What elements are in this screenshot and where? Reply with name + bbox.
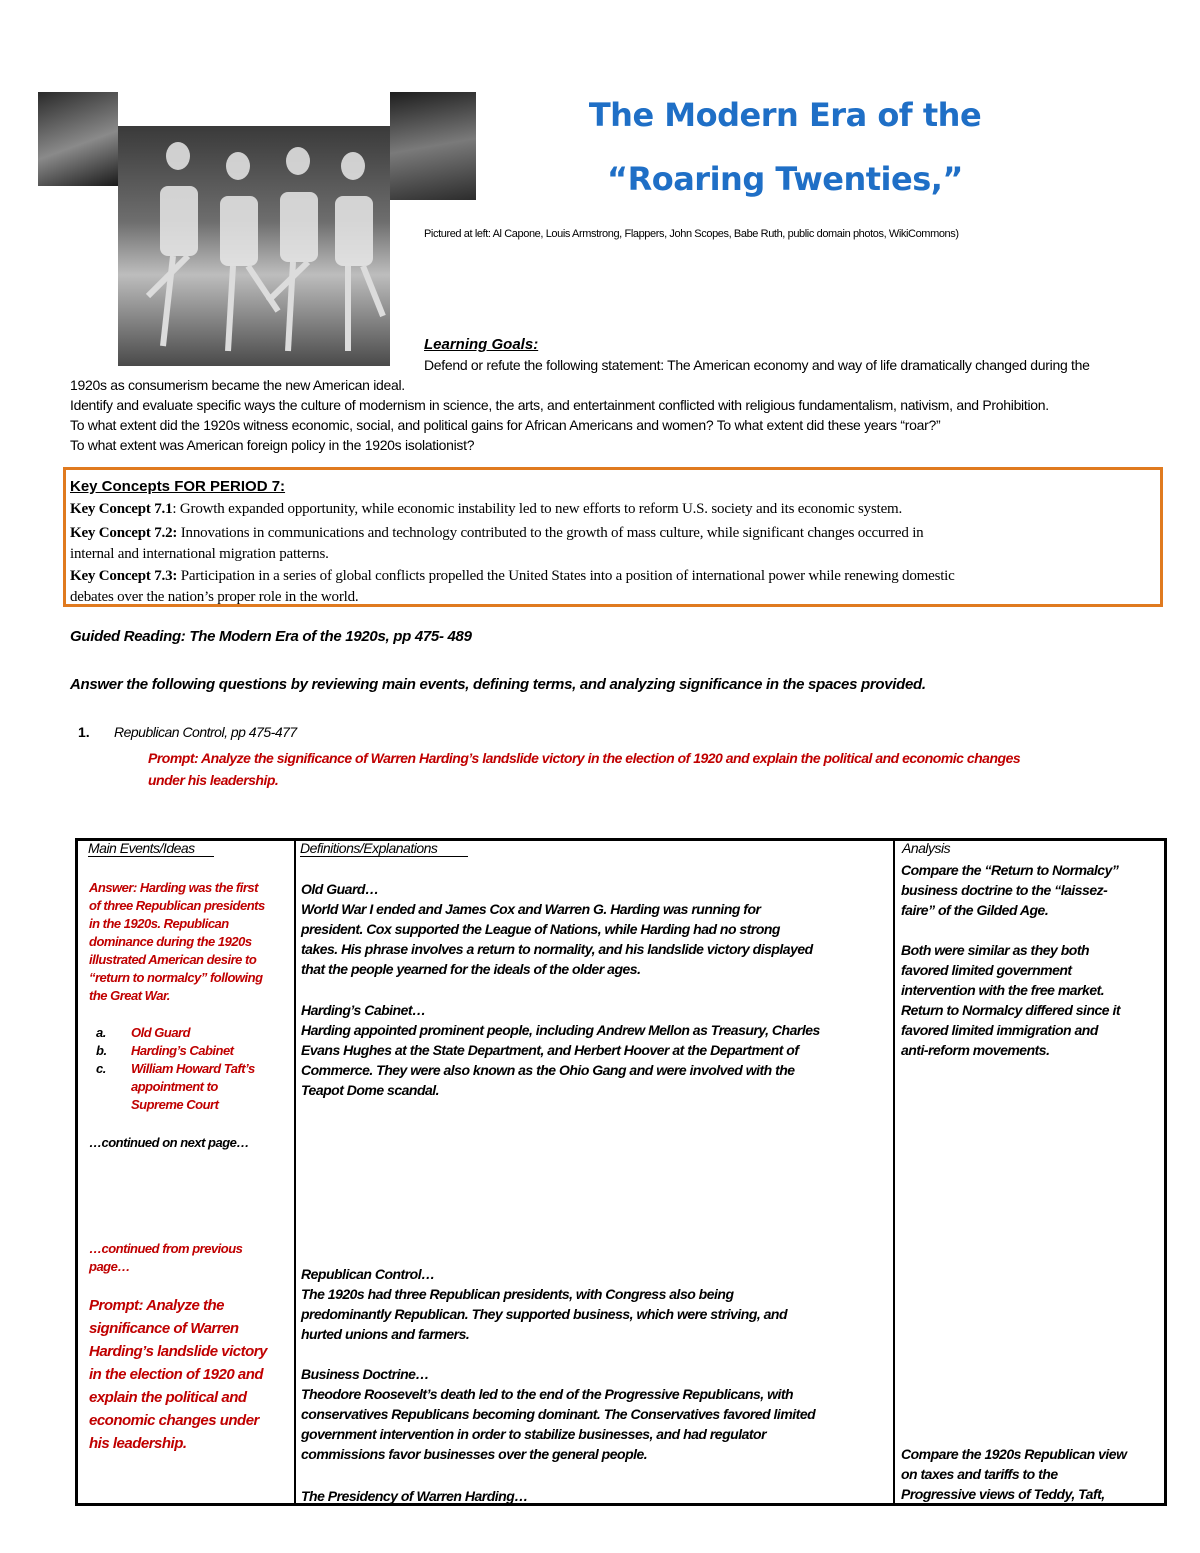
list-marker: b. [96,1043,107,1058]
definition-term: Harding’s Cabinet… [301,1002,426,1018]
definition-hardings-cabinet [301,1000,891,1100]
key-concept-label: Key Concept 7.1 [70,501,173,517]
key-concept-label: Key Concept 7.3: [70,568,178,584]
definition-term: Business Doctrine… [301,1366,429,1382]
analysis-answer-1 [901,940,1163,1060]
capone-photo [38,92,118,186]
prompt-line: in the election of 1920 and [89,1366,264,1383]
continued-next-note: …continued on next page… [89,1135,249,1150]
key-concept-7-3 [70,567,955,586]
learning-goal-3: To what extent did the 1920s witness economic, social, and political gains for African Americans and women? To what extent did these years “roar?” [70,417,941,433]
analysis-line: on taxes and tariffs to the [901,1466,1058,1482]
list-item-text-cont: Supreme Court [131,1097,219,1112]
definition-line: Evans Hughes at the State Department, and Herbert Hoover at the Department of [301,1042,799,1058]
key-concept-7-1 [70,500,902,519]
prompt-line: economic changes under [89,1412,259,1429]
analysis-question-2 [901,1444,1163,1504]
answer-line: Answer: Harding was the first [89,880,258,895]
prompt-line: Harding’s landslide victory [89,1343,267,1360]
learning-goal-1: Defend or refute the following statement: The American economy and way of life dramatically changed during the [424,357,1090,373]
analysis-line: Compare the 1920s Republican view [901,1446,1127,1462]
column-prompt [89,1294,289,1455]
definition-line: The 1920s had three Republican presidents, with Congress also being [301,1286,734,1302]
list-item-text: Old Guard [131,1025,191,1040]
key-concept-7-2 [70,524,923,543]
section-prompt-cont: under his leadership. [148,772,279,788]
analysis-line: intervention with the free market. [901,982,1105,998]
definition-line: Teapot Dome scandal. [301,1082,440,1098]
analysis-line: favored limited government [901,962,1072,978]
list-item-text-cont: appointment to [131,1079,218,1094]
list-item [96,1060,106,1078]
learning-goal-1-cont: 1920s as consumerism became the new American ideal. [70,377,405,393]
analysis-line: faire” of the Gilded Age. [901,902,1049,918]
definition-line: World War I ended and James Cox and Warren G. Harding was running for [301,901,761,917]
definition-line: Harding appointed prominent people, including Andrew Mellon as Treasury, Charles [301,1022,820,1038]
learning-goal-4: To what extent was American foreign policy in the 1920s isolationist? [70,437,475,453]
section-title: Republican Control, pp 475-477 [114,724,297,740]
instructions: Answer the following questions by reviewing main events, defining terms, and analyzing significance in the spaces provided. [70,676,926,693]
analysis-line: Progressive views of Teddy, Taft, [901,1486,1105,1502]
col-header-main-events: Main Events/Ideas [88,840,214,857]
answer-line: “return to normalcy” following [89,970,263,985]
continued-prev-note: …continued from previous [89,1241,243,1256]
list-marker: a. [96,1025,106,1040]
flappers-illustration [118,126,390,366]
continued-prev-note-cont: page… [89,1259,130,1274]
analysis-line: Return to Normalcy differed since it [901,1002,1121,1018]
analysis-line: Compare the “Return to Normalcy” [901,862,1119,878]
photo-caption: Pictured at left: Al Capone, Louis Armstrong, Flappers, John Scopes, Babe Ruth, public domain photos, WikiCommons) [424,228,959,240]
definition-term: Republican Control… [301,1266,435,1282]
prompt-line: Prompt: Analyze the [89,1297,224,1314]
list-item-text: William Howard Taft’s [131,1061,255,1076]
definition-line: conservatives Republicans becoming dominant. The Conservatives favored limited [301,1406,816,1422]
definition-line: government intervention in order to stabilize businesses, and had regulator [301,1426,767,1442]
answer-line: illustrated American desire to [89,952,257,967]
column-divider [893,838,895,1506]
key-concept-text: : Growth expanded opportunity, while economic instability led to new efforts to reform U.S. society and its economic system. [172,501,903,517]
definition-line: predominantly Republican. They supported business, which were striving, and [301,1306,788,1322]
prompt-line: significance of Warren [89,1320,239,1337]
definition-old-guard [301,879,891,979]
col-header-definitions: Definitions/Explanations [300,840,468,857]
list-item [96,1042,107,1060]
page-title-line1: The Modern Era of the [588,96,982,134]
definition-harding-presidency [301,1486,891,1506]
key-concept-text: Participation in a series of global conflicts propelled the United States into a position of international power while renewing domestic [177,568,955,584]
definition-line: Theodore Roosevelt’s death led to the end of the Progressive Republicans, with [301,1386,794,1402]
answer-line: of three Republican presidents [89,898,265,913]
definition-line: takes. His phrase involves a return to normality, and his landslide victory displayed [301,941,813,957]
definition-business-doctrine [301,1364,891,1464]
answer-line: in the 1920s. Republican [89,916,229,931]
col-header-analysis: Analysis [902,840,951,856]
key-concept-7-2-cont: internal and international migration patterns. [70,546,329,562]
list-item-text: Harding’s Cabinet [131,1043,234,1058]
flappers-photo [118,126,390,366]
answer-line: the Great War. [89,988,170,1003]
answer-line: dominance during the 1920s [89,934,252,949]
analysis-line: favored limited immigration and [901,1022,1098,1038]
answer-text [89,879,289,1005]
key-concept-text: Innovations in communications and technology contributed to the growth of mass culture, while significant changes occurred in [177,525,924,541]
section-prompt: Prompt: Analyze the significance of Warren Harding’s landslide victory in the election of 1920 and explain the political and economic changes [148,750,1021,766]
key-concept-label: Key Concept 7.2: [70,525,178,541]
list-item [96,1024,106,1042]
key-concepts-heading: Key Concepts FOR PERIOD 7: [70,478,286,495]
prompt-line: explain the political and [89,1389,247,1406]
definition-line: president. Cox supported the League of Nations, while Harding had no strong [301,921,780,937]
definition-republican-control [301,1264,891,1344]
key-concept-7-3-cont: debates over the nation’s proper role in the world. [70,589,359,605]
learning-goal-2: Identify and evaluate specific ways the culture of modernism in science, the arts, and entertainment conflicted with religious fundamentalism, nativism, and Prohibition. [70,397,1049,413]
list-marker: c. [96,1061,106,1076]
analysis-line: anti-reform movements. [901,1042,1050,1058]
analysis-question-1 [901,860,1163,920]
definition-line: hurted unions and farmers. [301,1326,470,1342]
scopes-photo [390,92,476,200]
learning-goals-heading: Learning Goals: [424,336,539,353]
column-divider [294,838,296,1506]
definition-line: Commerce. They were also known as the Ohio Gang and were involved with the [301,1062,795,1078]
prompt-line: his leadership. [89,1435,187,1452]
definition-line: that the people yearned for the ideals of the older ages. [301,961,641,977]
analysis-line: Both were similar as they both [901,942,1090,958]
definition-term: The Presidency of Warren Harding… [301,1488,528,1504]
page-title-line2: “Roaring Twenties,” [607,160,963,198]
guided-reading-title: Guided Reading: The Modern Era of the 1920s, pp 475- 489 [70,628,472,645]
definition-term: Old Guard… [301,881,379,897]
definition-line: commissions favor businesses over the general people. [301,1446,648,1462]
analysis-line: business doctrine to the “laissez- [901,882,1108,898]
section-number: 1. [78,724,90,740]
